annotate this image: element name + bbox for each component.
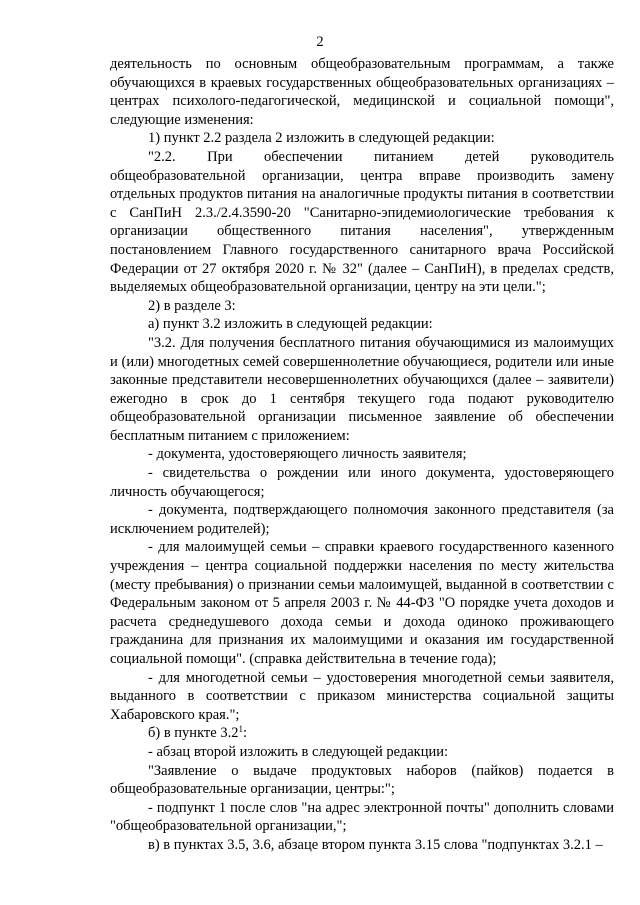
paragraph-subitem-1: - подпункт 1 после слов "на адрес электронной почты" дополнить словами "общеобразовательной организации,"; (110, 799, 614, 835)
item-2b-text: б) в пункте 3.2 (148, 725, 239, 742)
list-item-low-income-certificate: - для малоимущей семьи – справки краевого государственного казенного учреждения – центра социальной поддержки населения по месту жительства (месту пребывания) о признании семьи малоимущей, выданной в соответствии с Федеральным законом от 5 апреля 2003 г. № 44-ФЗ "О порядке учета доходов и расчета среднедушевого дохода семьи и дохода одиноко проживающего гражданина для признания их малоимущими и оказания им государственной социальной помощи". (справка действительна в течение года); (110, 539, 614, 667)
paragraph-item-2b (110, 724, 614, 743)
paragraph-item-1: 1) пункт 2.2 раздела 2 изложить в следующей редакции: (148, 130, 495, 147)
document-body (110, 55, 614, 855)
item-2b-suffix: : (242, 725, 247, 742)
page-number: 2 (316, 34, 324, 50)
paragraph-application-quote: "Заявление о выдаче продуктовых наборов (пайков) подается в общеобразовательные организации, центры:"; (110, 762, 614, 798)
paragraph-item-2a: а) пункт 3.2 изложить в следующей редакции: (148, 316, 433, 333)
paragraph-item-2: 2) в разделе 3: (148, 297, 236, 314)
list-item-large-family-certificate: - для многодетной семьи – удостоверения многодетной семьи заявителя, выданного в соответствии с приказом министерства социальной защиты Хабаровского края."; (110, 669, 614, 723)
paragraph-abzac-second: - абзац второй изложить в следующей редакции: (148, 743, 449, 760)
paragraph-clause-2-2: "2.2. При обеспечении питанием детей руководитель общеобразовательной организации, центра вправе производить замену отдельных продуктов питания на аналогичные продукты питания в соответствии с СанПиН 2.3./2.4.3590-20 "Санитарно-эпидемиологические требования к организации общественного питания населения", утвержденным постановлением Главного государственного санитарного врача Российской Федерации от 27 октября 2020 г. № 32" (далее – СанПиН), в пределах средств, выделяемых общеобразовательной организации, центру на эти цели."; (110, 148, 614, 296)
list-item-representative-document: - документа, подтверждающего полномочия законного представителя (за исключением родителей); (110, 502, 614, 537)
list-item-identity-document: - документа, удостоверяющего личность заявителя; (148, 446, 467, 463)
paragraph-intro: деятельность по основным общеобразовательным программам, а также обучающихся в краевых государственных общеобразовательных организациях – центрах психолого-педагогической, медицинской и социальной помощи", следующие изменения: (110, 56, 614, 128)
list-item-birth-certificate: - свидетельства о рождении или иного документа, удостоверяющего личность обучающегося; (110, 465, 614, 500)
item-2b-superscript: 1 (238, 724, 243, 735)
paragraph-clause-3-2: "3.2. Для получения бесплатного питания обучающимися из малоимущих и (или) многодетных семей совершеннолетние обучающиеся, родители или иные законные представители несовершеннолетних обучающихся (далее – заявители) ежегодно в срок до 1 сентября текущего года подают руководителю общеобразовательной организации письменное заявление об обеспечении бесплатным питанием с приложением: (110, 334, 614, 444)
paragraph-item-2v: в) в пунктах 3.5, 3.6, абзаце втором пункта 3.15 слова "подпунктах 3.2.1 – (148, 836, 603, 853)
